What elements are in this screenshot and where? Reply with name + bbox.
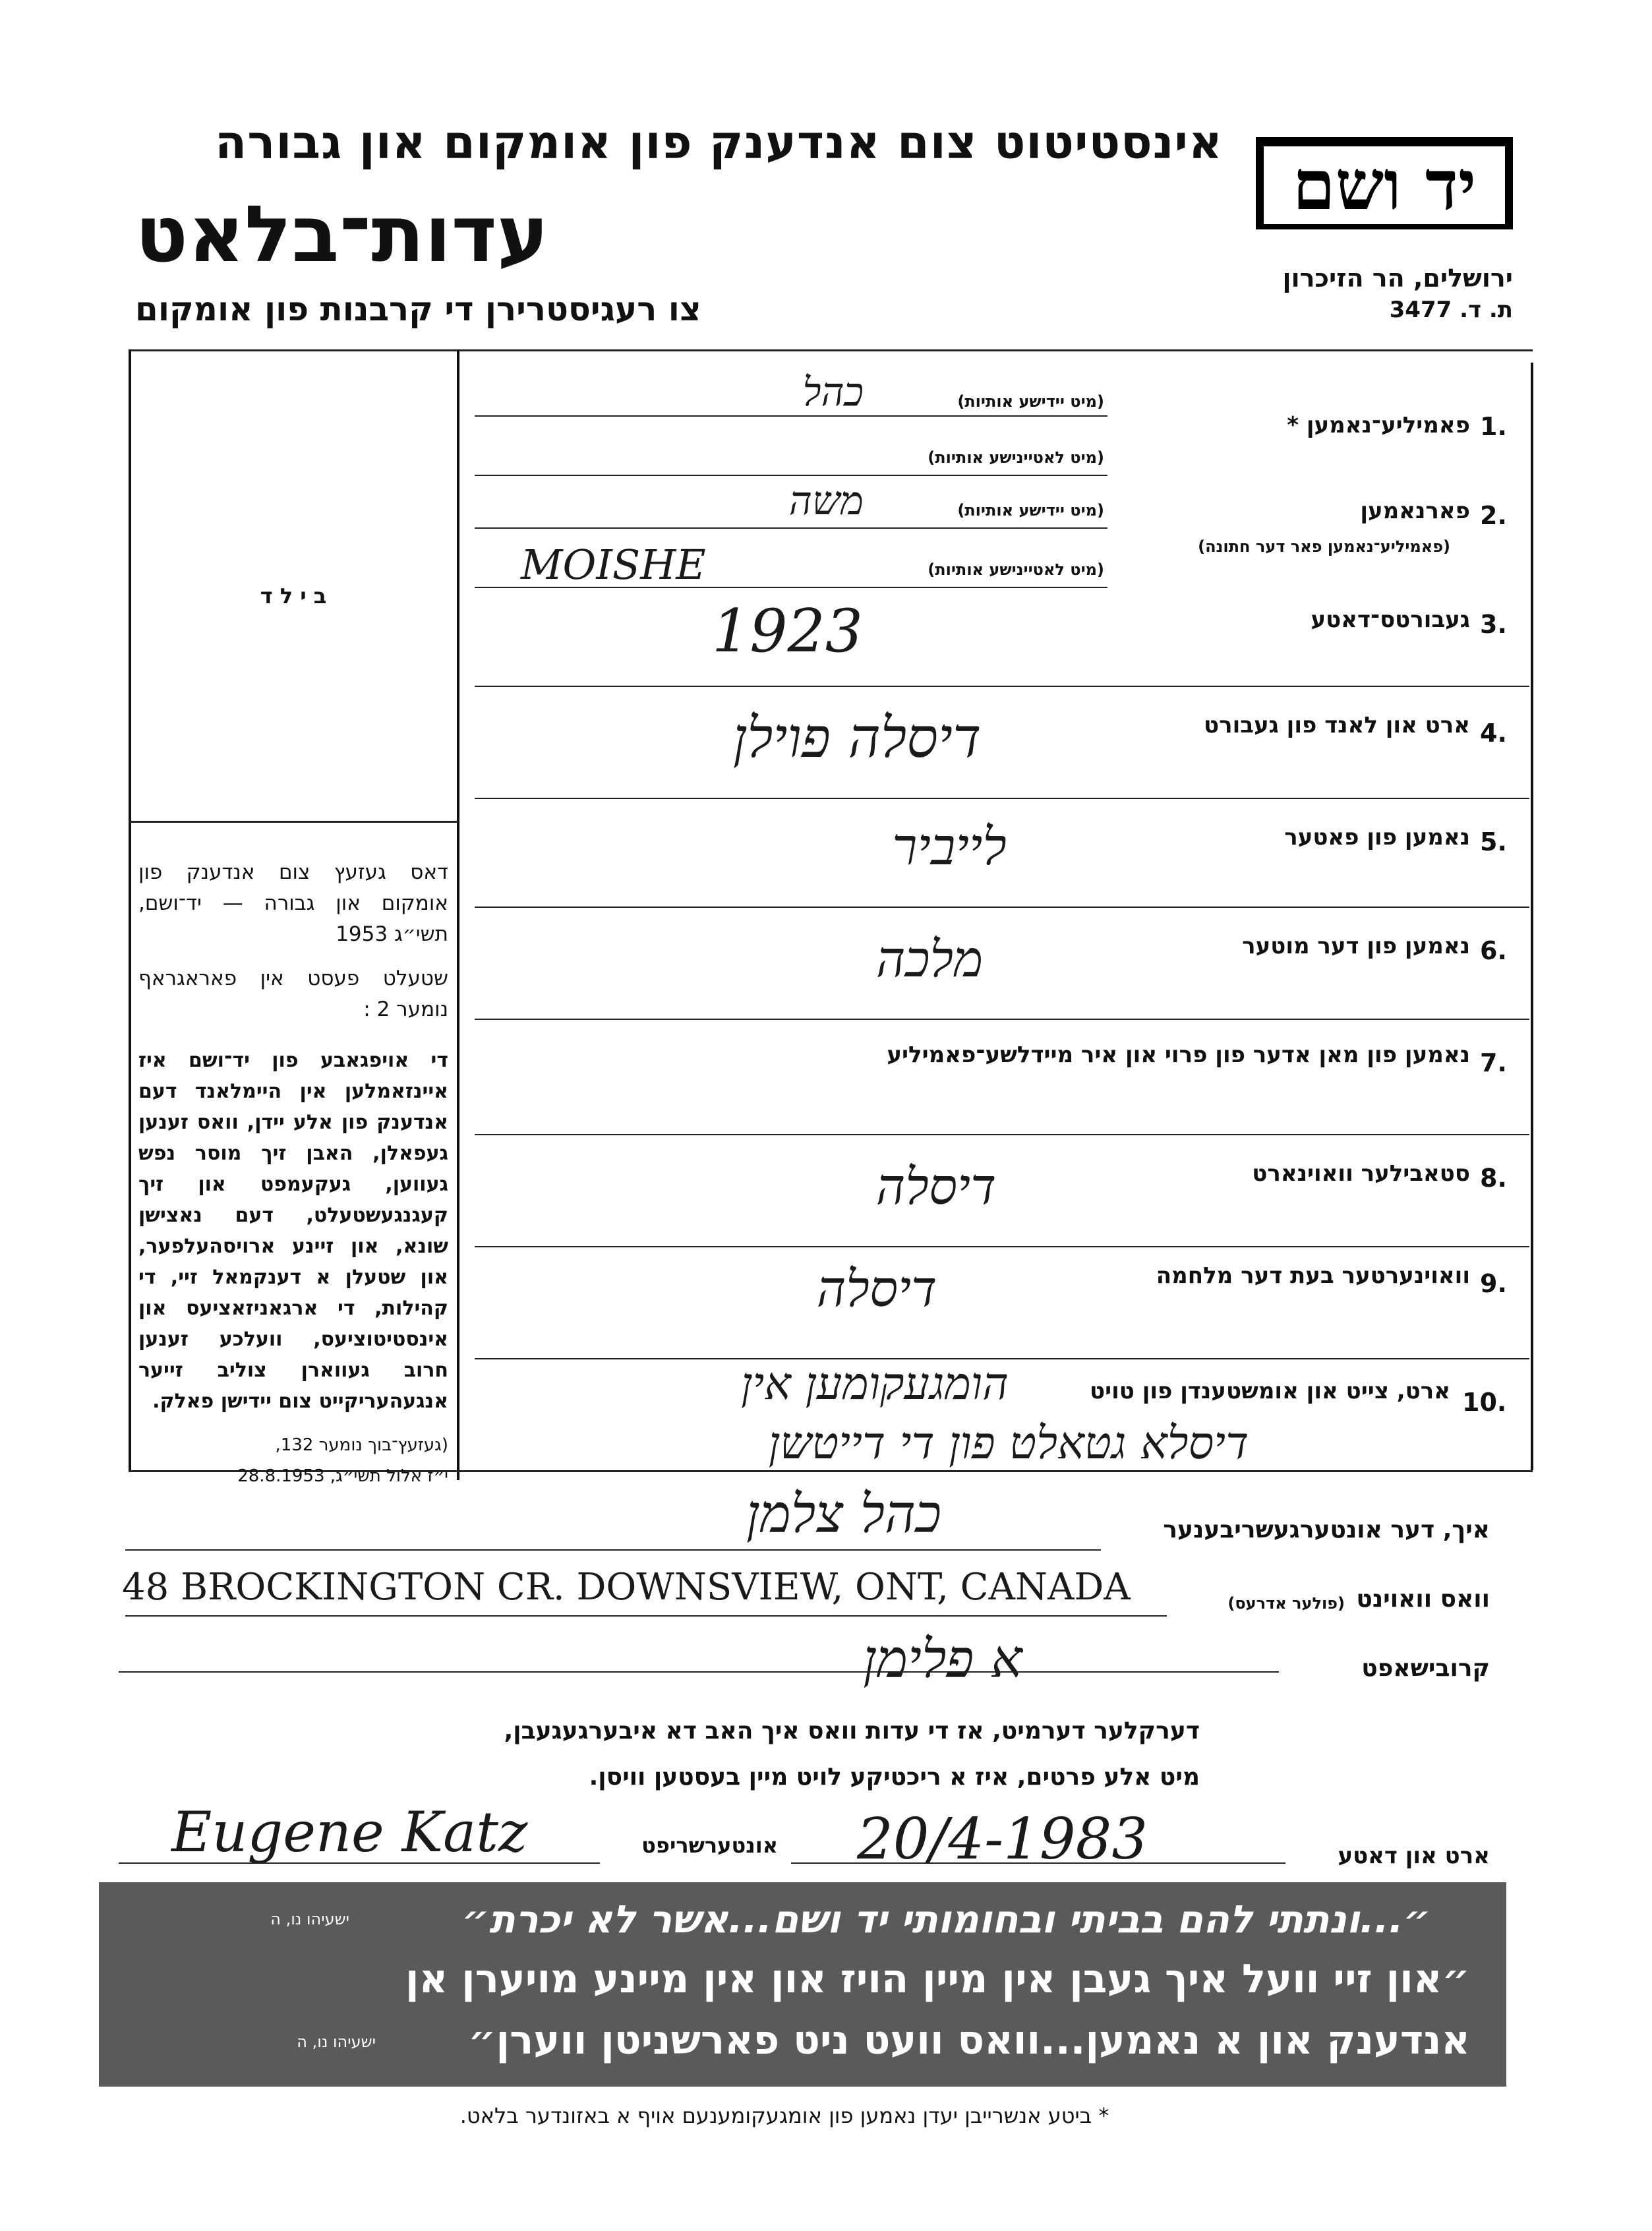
field-9-label: וואוינערטער בעת דער מלחמה: [1156, 1263, 1470, 1289]
field-6-label: נאמען פון דער מוטער: [1242, 933, 1470, 959]
frame-left: [129, 349, 131, 1470]
field-8-number: 8.: [1480, 1164, 1507, 1193]
field-2-hint-latin: (מיט לאטיינישע אותיות): [928, 560, 1104, 579]
sidebar-panel: [138, 857, 448, 1492]
header-institute-title: אינסטיטוט צום אנדענק פון אומקום און גבורה: [215, 115, 1223, 169]
declaration-line-2: מיט אלע פרטים, איז א ריכטיקע לויט מיין בעסטען וויסן.: [589, 1764, 1200, 1791]
field-1-number: 1.: [1480, 412, 1507, 441]
field-2-line-b: [475, 587, 1107, 588]
header-po-box: ת. ד. 3477: [1389, 297, 1513, 323]
footnote: * ביטע אנשרייבן יעדן נאמען פון אומגעקומענעם אויף א באזונדער בלאט.: [459, 2103, 1109, 2128]
field-4-label: ארט און לאנד פון געבורט: [1204, 712, 1470, 738]
banner-ref-1: ישעיהו נו, ה: [270, 1910, 349, 1928]
submitter-name-label: איך, דער אונטערגעשריבענער: [1163, 1516, 1490, 1543]
signature-label: אונטערשריפט: [641, 1833, 778, 1858]
field-7-number: 7.: [1480, 1048, 1507, 1077]
declaration-line-1: דערקלער דערמיט, אז די עדות וואס איך האב דא איבערגעגעבן,: [504, 1717, 1200, 1744]
field-3-number: 3.: [1480, 610, 1507, 639]
field-9-value[interactable]: דיסלה: [816, 1259, 937, 1318]
sidebar-ref-1: (געזעץ־בוך נומער 132,: [275, 1435, 448, 1455]
field-2-label: פארנאמען: [1360, 498, 1470, 524]
sidebar-body: די אויפגאבע פון יד־ושם איז איינזאמלען אין היימלאנד דעם אנדענק פון אלע יידן, וואס זענען געפאלן, האבן זיך מוסר נפש געווען, געקעמפט און זיך קעגנגעשטעלט, דעם נאצישן שונא, און זיינע ארויסהעלפער, און שטעלן א דענקמאל זיי, די קהילות, די ארגאניזאציעס און אינסטיטוציעס, וועלכע זענען חרוב געווארן צוליב זייער אנגעהעריקייט צום יידישן פאלק.: [138, 1049, 448, 1413]
field-7-line: [475, 1134, 1529, 1135]
header-location: ירושלים, הר הזיכרון: [1282, 264, 1513, 293]
signature-line: [119, 1862, 600, 1864]
field-4-line: [475, 798, 1529, 799]
quote-banner: [99, 1882, 1506, 2087]
field-1-label: פאמיליע־נאמען *: [1287, 412, 1470, 438]
field-8-line: [475, 1246, 1529, 1247]
field-7-label: נאמען פון מאן אדער פון פרוי און איר מיידלשע־פאמיליע: [887, 1042, 1470, 1068]
field-5-value[interactable]: לייביר: [892, 818, 1007, 877]
sidebar-ref-2: י״ז אלול תשי״ג, 28.8.1953: [237, 1466, 448, 1486]
field-4-value[interactable]: דיסלה פוילן: [732, 705, 982, 770]
submitter-relation-line: [119, 1671, 1279, 1673]
field-6-number: 6.: [1480, 936, 1507, 965]
logo-box: [1256, 137, 1513, 229]
field-2-hint-maiden: (פאמיליע־נאמען פאר דער חתונה): [1198, 537, 1450, 556]
photo-box-bottom: [129, 821, 458, 823]
date-line: [791, 1862, 1285, 1864]
field-8-value[interactable]: דיסלה: [875, 1157, 997, 1216]
field-6-line: [475, 1019, 1529, 1020]
field-2-value[interactable]: משה: [788, 478, 864, 524]
field-2-number: 2.: [1480, 501, 1507, 530]
signature-value[interactable]: Eugene Katz: [171, 1800, 528, 1864]
sidebar-paragraph-ref: שטעלט פעסט אין פאראגראף נומער 2 :: [138, 967, 448, 1021]
field-3-line: [475, 686, 1529, 687]
field-10-value-line2[interactable]: דיסלא גטאלט פון די דייטשן: [768, 1417, 1249, 1470]
submitter-name-value[interactable]: כהל צלמן: [746, 1483, 941, 1545]
photo-label: ב י ל ד: [260, 583, 327, 609]
submitter-address-label: וואס וואוינט: [1356, 1586, 1490, 1613]
frame-top: [129, 349, 1533, 351]
field-1-hint-latin: (מיט לאטיינישע אותיות): [928, 448, 1104, 467]
sidebar-law-text: דאס געזעץ צום אנדענק פון אומקום און גבורה — יד־ושם, תשי״ג 1953: [138, 860, 448, 946]
field-10-number: 10.: [1462, 1388, 1507, 1417]
header-subtitle: צו רעגיסטרירן די קרבנות פון אומקום: [135, 290, 701, 328]
field-2-line-a: [475, 527, 1107, 529]
submitter-relation-label: קרובישאפט: [1361, 1655, 1490, 1682]
field-2-hint-yiddish: (מיט יידישע אותיות): [957, 501, 1104, 520]
field-6-value[interactable]: מלכה: [875, 930, 984, 988]
field-1-line-b: [475, 475, 1107, 476]
banner-quote-yiddish-2: אנדענק און א נאמען...וואס וועט ניט פארשניטן ווערן״: [467, 2017, 1470, 2064]
field-3-value[interactable]: 1923: [712, 597, 864, 666]
field-1-line-a: [475, 415, 1107, 417]
place-date-label: ארט און דאטע: [1338, 1843, 1490, 1869]
field-1-value[interactable]: כהל: [802, 369, 864, 415]
field-5-number: 5.: [1480, 827, 1507, 856]
banner-quote-yiddish-1: ״און זיי וועל איך געבן אין מיין הויז און אין מיינע מויערן אן: [405, 1956, 1470, 2002]
submitter-relation-value[interactable]: א פלימן: [863, 1628, 1022, 1690]
field-1-hint-yiddish: (מיט יידישע אותיות): [957, 392, 1104, 411]
submitter-address-value[interactable]: 48 BROCKINGTON CR. DOWNSVIEW, ONT, CANADA: [122, 1566, 1131, 1609]
submitter-address-line: [125, 1615, 1167, 1617]
submitter-name-line: [125, 1549, 1101, 1551]
logo-text: יד ושם: [1264, 146, 1505, 224]
field-9-number: 9.: [1480, 1269, 1507, 1298]
field-2-value-latin[interactable]: MOISHE: [521, 541, 706, 589]
field-8-label: סטאבילער וואוינארט: [1252, 1160, 1470, 1187]
field-3-label: געבורטס־דאטע: [1311, 607, 1470, 633]
header-form-title: עדות־בלאט: [135, 189, 549, 280]
submitter-address-hint: (פולער אדרעס): [1227, 1594, 1345, 1613]
banner-ref-2: ישעיהו נו, ה: [297, 2033, 376, 2051]
field-5-label: נאמען פון פאטער: [1284, 824, 1470, 850]
banner-quote-hebrew: ״...ונתתי להם בביתי ובחומותי יד ושם...אשר לא יכרת״: [461, 1897, 1431, 1942]
field-10-value[interactable]: הומגעקומען אין: [741, 1358, 1009, 1410]
sidebar-divider: [457, 349, 459, 1480]
field-10-label: ארט, צייט און אומשטענדן פון טויט: [1089, 1378, 1450, 1404]
date-value[interactable]: 20/4-1983: [857, 1806, 1148, 1872]
field-4-number: 4.: [1480, 719, 1507, 748]
field-5-line: [475, 907, 1529, 908]
frame-right: [1531, 363, 1533, 1470]
